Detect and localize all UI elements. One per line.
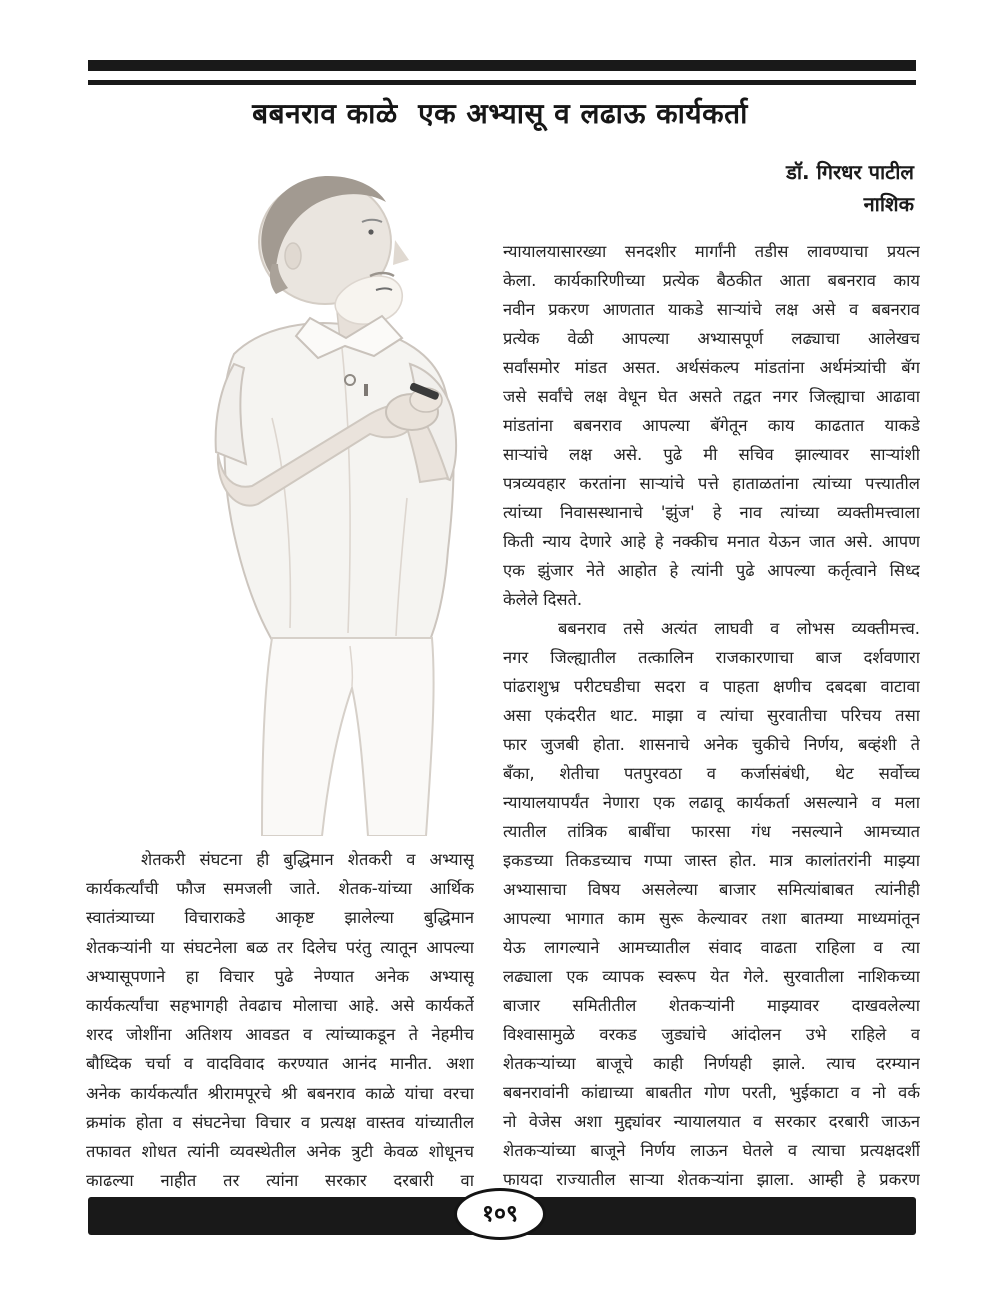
author-place: नाशिक — [863, 192, 914, 216]
text-line: फार जुजबी होता. शासनाचे अनेक चुकीचे निर्णय, बव्हंशी ते — [503, 735, 920, 754]
text-line: तफावत शोधत त्यांनी व्यवस्थेतील अनेक त्रुटी केवळ शोधूनच — [86, 1141, 474, 1161]
top-rule-thick — [88, 60, 916, 71]
text-line: शरद जोशींना अतिशय आवडत व त्यांच्याकडून ते नेहमीच — [86, 1025, 474, 1045]
text-line: अभ्यासाचा विषय असलेल्या बाजार समित्यांबाबत त्यांनीही — [503, 880, 920, 899]
text-line: केलेले दिसते. — [503, 590, 583, 609]
text-line: सर्वांसमोर मांडत असत. अर्थसंकल्प मांडतांना अर्थमंत्र्यांची बॅग — [503, 358, 920, 377]
text-line: इकडच्या तिकडच्याच गप्पा जास्त होत. मात्र कालांतरांनी माझ्या — [503, 851, 920, 870]
text-line: शेतकऱ्यांच्या बाजूने निर्णय लाऊन घेतले व त्याचा प्रत्यक्षदर्शी — [503, 1141, 920, 1160]
left-text-column — [86, 845, 474, 1195]
text-line: पत्रव्यवहार करतांना साऱ्यांचे पत्ते हाताळतांना त्यांच्या पत्त्यातील — [503, 474, 920, 493]
text-line: त्यातील तांत्रिक बाबींचा फारसा गंध नसल्याने आमच्यात — [503, 822, 920, 841]
text-line: शेतकरी संघटना ही बुद्धिमान शेतकरी व अभ्यासू — [141, 850, 474, 869]
text-line: लढ्याला एक व्यापक स्वरूप येत गेले. सुरवातीला नाशिकच्या — [503, 967, 920, 986]
text-line: किती न्याय देणारे आहे हे नक्कीच मनात येऊन जात असे. आपण — [503, 532, 920, 551]
text-line: कार्यकर्त्यांचा सहभागही तेवढाच मोलाचा आहे. असे कार्यकर्ते — [86, 995, 474, 1015]
text-line: पांढराशुभ्र परीटघडीचा सदरा व पाहता क्षणीच दबदबा वाटावा — [503, 677, 920, 696]
page-number: १०९ — [482, 1201, 518, 1227]
text-line: प्रत्येक वेळी आपल्या अभ्यासपूर्ण लढ्याचा आलेखच — [503, 329, 920, 348]
top-rule-thin — [88, 80, 916, 85]
text-line: न्यायालयापर्यंत नेणारा एक लढावू कार्यकर्ता असल्याने व मला — [503, 793, 920, 812]
text-line: न्यायालयासारख्या सनदशीर मार्गांनी तडीस लावण्याचा प्रयत्न — [503, 242, 920, 261]
text-line: त्यांच्या निवासस्थानाचे 'झुंज' हे नाव त्यांच्या व्यक्तीमत्त्वाला — [503, 503, 920, 522]
portrait-photo — [112, 168, 490, 836]
text-line: जसे सर्वांचे लक्ष वेधून घेत असते तद्वत नगर जिल्ह्याचा आढावा — [503, 387, 920, 406]
page-title: बबनराव काळे एक अभ्यासू व लढाऊ कार्यकर्ता — [252, 97, 748, 130]
text-line: कार्यकर्त्यांची फौज समजली जाते. शेतक-यांच्या आर्थिक — [86, 879, 474, 899]
text-line: मांडतांना बबनराव आपल्या बॅगेतून काय काढतात याकडे — [503, 416, 920, 435]
text-line: केला. कार्यकारिणीच्या प्रत्येक बैठकीत आता बबनराव काय — [503, 271, 920, 290]
author-name: डॉ. गिरधर पाटील — [786, 160, 914, 184]
text-line: काढल्या नाहीत तर त्यांना सरकार दरबारी वा — [86, 1171, 474, 1191]
text-line: नो वेजेस अशा मुद्द्यांवर न्यायालयात व सरकार दरबारी जाऊन — [503, 1112, 920, 1131]
text-line: बाजार समितीतील शेतकऱ्यांनी माझ्यावर दाखवलेल्या — [503, 996, 920, 1015]
text-line: असा एकंदरीत थाट. माझा व त्यांचा सुरवातीचा परिचय तसा — [503, 706, 920, 725]
text-line: बौध्दिक चर्चा व वादविवाद करण्यात आनंद मानीत. अशा — [86, 1054, 474, 1074]
page-number-badge — [454, 1188, 546, 1240]
text-line: विश्वासामुळे वरकड जुड्यांचे आंदोलन उभे राहिले व — [503, 1025, 920, 1044]
text-line: नगर जिल्ह्यातील तत्कालिन राजकारणाचा बाज दर्शवणारा — [503, 648, 920, 667]
text-line: साऱ्यांचे लक्ष असे. पुढे मी सचिव झाल्यावर साऱ्यांशी — [503, 445, 920, 464]
text-line: शेतकऱ्यांनी या संघटनेला बळ तर दिलेच परंतु त्यातून आपल्या — [86, 937, 474, 957]
text-line: नवीन प्रकरण आणतात याकडे साऱ्यांचे लक्ष असे व बबनराव — [503, 300, 920, 319]
text-line: फायदा राज्यातील साऱ्या शेतकऱ्यांना झाला. आम्ही हे प्रकरण — [503, 1170, 920, 1189]
text-line: शेतकऱ्यांच्या बाजूचे काही निर्णयही झाले. त्याच दरम्यान — [503, 1054, 920, 1073]
text-line: बँका, शेतीचा पतपुरवठा व कर्जासंबंधी, थेट सर्वोच्च — [503, 764, 920, 783]
text-line: स्वातंत्र्याच्या विचाराकडे आकृष्ट झालेल्या बुद्धिमान — [86, 908, 474, 928]
byline — [786, 156, 914, 220]
text-line: अनेक कार्यकर्त्यांत श्रीरामपूरचे श्री बबनराव काळे यांचा वरचा — [86, 1083, 474, 1103]
text-line: बबनराव तसे अत्यंत लाघवी व लोभस व्यक्तीमत्त्व. — [558, 619, 920, 638]
text-line: क्रमांक होता व संघटनेचा विचार व प्रत्यक्ष वास्तव यांच्यातील — [86, 1112, 474, 1132]
right-text-column — [503, 237, 920, 1194]
text-line: अभ्यासूपणाने हा विचार पुढे नेण्यात अनेक अभ्यासू — [86, 966, 474, 986]
text-line: आपल्या भागात काम सुरू केल्यावर तशा बातम्या माध्यमांतून — [503, 909, 920, 928]
text-line: येऊ लागल्याने आमच्यातील संवाद वाढता राहिला व त्या — [503, 938, 920, 957]
text-line: बबनरावांनी कांद्याच्या बाबतीत गोण परती, भुईकाटा व नो वर्क — [503, 1083, 920, 1102]
text-line: एक झुंजार नेते आहोत हे त्यांनी पुढे आपल्या कर्तृत्वाने सिध्द — [503, 561, 920, 580]
